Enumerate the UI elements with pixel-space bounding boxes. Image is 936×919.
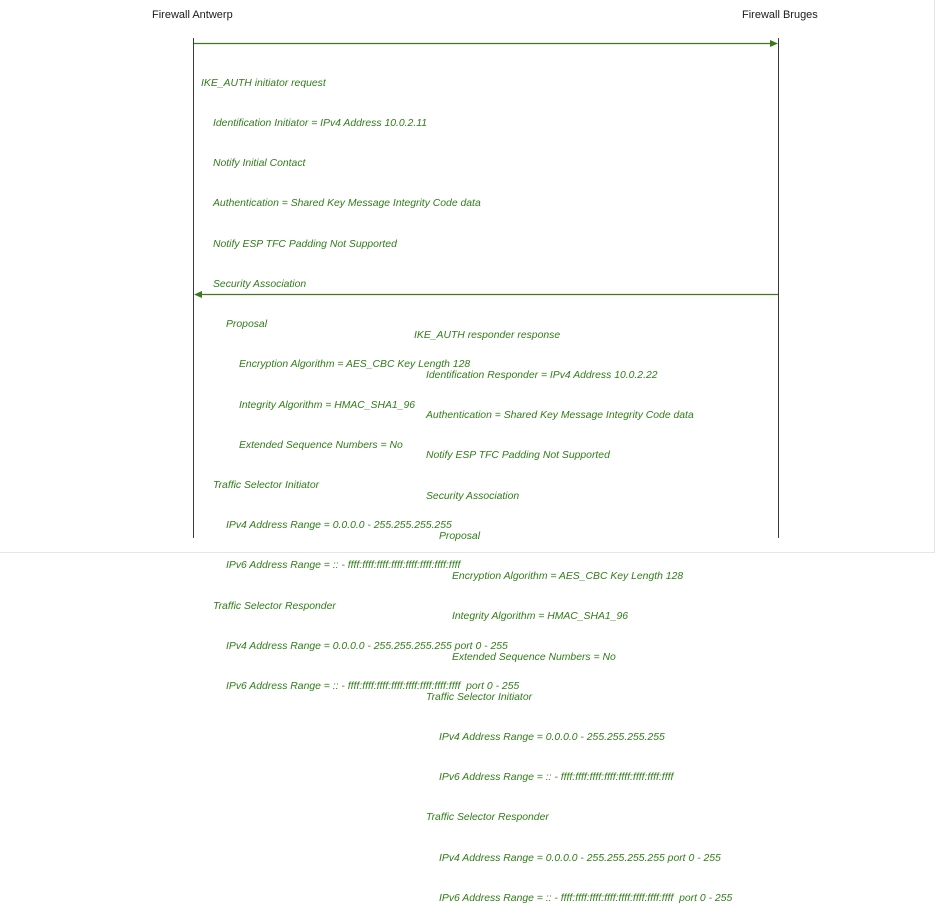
message-line: Identification Responder = IPv4 Address 10.0.2.22 <box>426 370 658 382</box>
message-line: Integrity Algorithm = HMAC_SHA1_96 <box>452 611 629 623</box>
message-line: IPv4 Address Range = 0.0.0.0 - 255.255.255.255 <box>226 520 452 532</box>
message-ike-auth-responder-response <box>414 302 732 919</box>
message-line: Security Association <box>426 490 520 502</box>
message-line: Extended Sequence Numbers = No <box>239 439 403 451</box>
message-line: Integrity Algorithm = HMAC_SHA1_96 <box>239 399 416 411</box>
message-line: Encryption Algorithm = AES_CBC Key Length 128 <box>452 571 684 583</box>
message-line: Extended Sequence Numbers = No <box>452 651 616 663</box>
message-line: Proposal <box>226 319 268 331</box>
message-line: Notify ESP TFC Padding Not Supported <box>426 450 610 462</box>
message-line: Traffic Selector Responder <box>213 600 336 612</box>
message-line: Traffic Selector Responder <box>426 812 549 824</box>
message-line: Authentication = Shared Key Message Integrity Code data <box>426 410 694 422</box>
arrow-initiator-request <box>194 40 778 47</box>
message-line: Notify Initial Contact <box>213 158 306 170</box>
message-line: IPv6 Address Range = :: - ffff:ffff:ffff:ffff:ffff:ffff:ffff:ffff <box>439 772 674 784</box>
participant-firewall-bruges: Firewall Bruges <box>742 9 818 21</box>
message-line: Encryption Algorithm = AES_CBC Key Length 128 <box>239 359 471 371</box>
message-line: Notify ESP TFC Padding Not Supported <box>213 238 397 250</box>
message-line: Security Association <box>213 278 307 290</box>
message-line: IPv6 Address Range = :: - ffff:ffff:ffff:ffff:ffff:ffff:ffff:ffff port 0 - 255 <box>226 681 520 693</box>
participant-firewall-antwerp: Firewall Antwerp <box>152 9 233 21</box>
message-title: IKE_AUTH initiator request <box>201 77 326 89</box>
message-line: Proposal <box>439 530 481 542</box>
message-line: Authentication = Shared Key Message Integrity Code data <box>213 198 481 210</box>
message-title: IKE_AUTH responder response <box>414 329 561 341</box>
message-line: Traffic Selector Initiator <box>213 480 320 491</box>
message-line: IPv6 Address Range = :: - ffff:ffff:ffff:ffff:ffff:ffff:ffff:ffff <box>226 560 461 572</box>
message-line: IPv4 Address Range = 0.0.0.0 - 255.255.255.255 port 0 - 255 <box>226 640 508 652</box>
message-line: IPv6 Address Range = :: - ffff:ffff:ffff:ffff:ffff:ffff:ffff:ffff port 0 - 255 <box>439 892 733 904</box>
message-line: Traffic Selector Initiator <box>426 691 533 703</box>
message-line: Identification Initiator = IPv4 Address 10.0.2.11 <box>213 118 428 130</box>
message-line: IPv4 Address Range = 0.0.0.0 - 255.255.255.255 <box>439 732 665 743</box>
message-line: IPv4 Address Range = 0.0.0.0 - 255.255.255.255 port 0 - 255 <box>439 852 721 864</box>
